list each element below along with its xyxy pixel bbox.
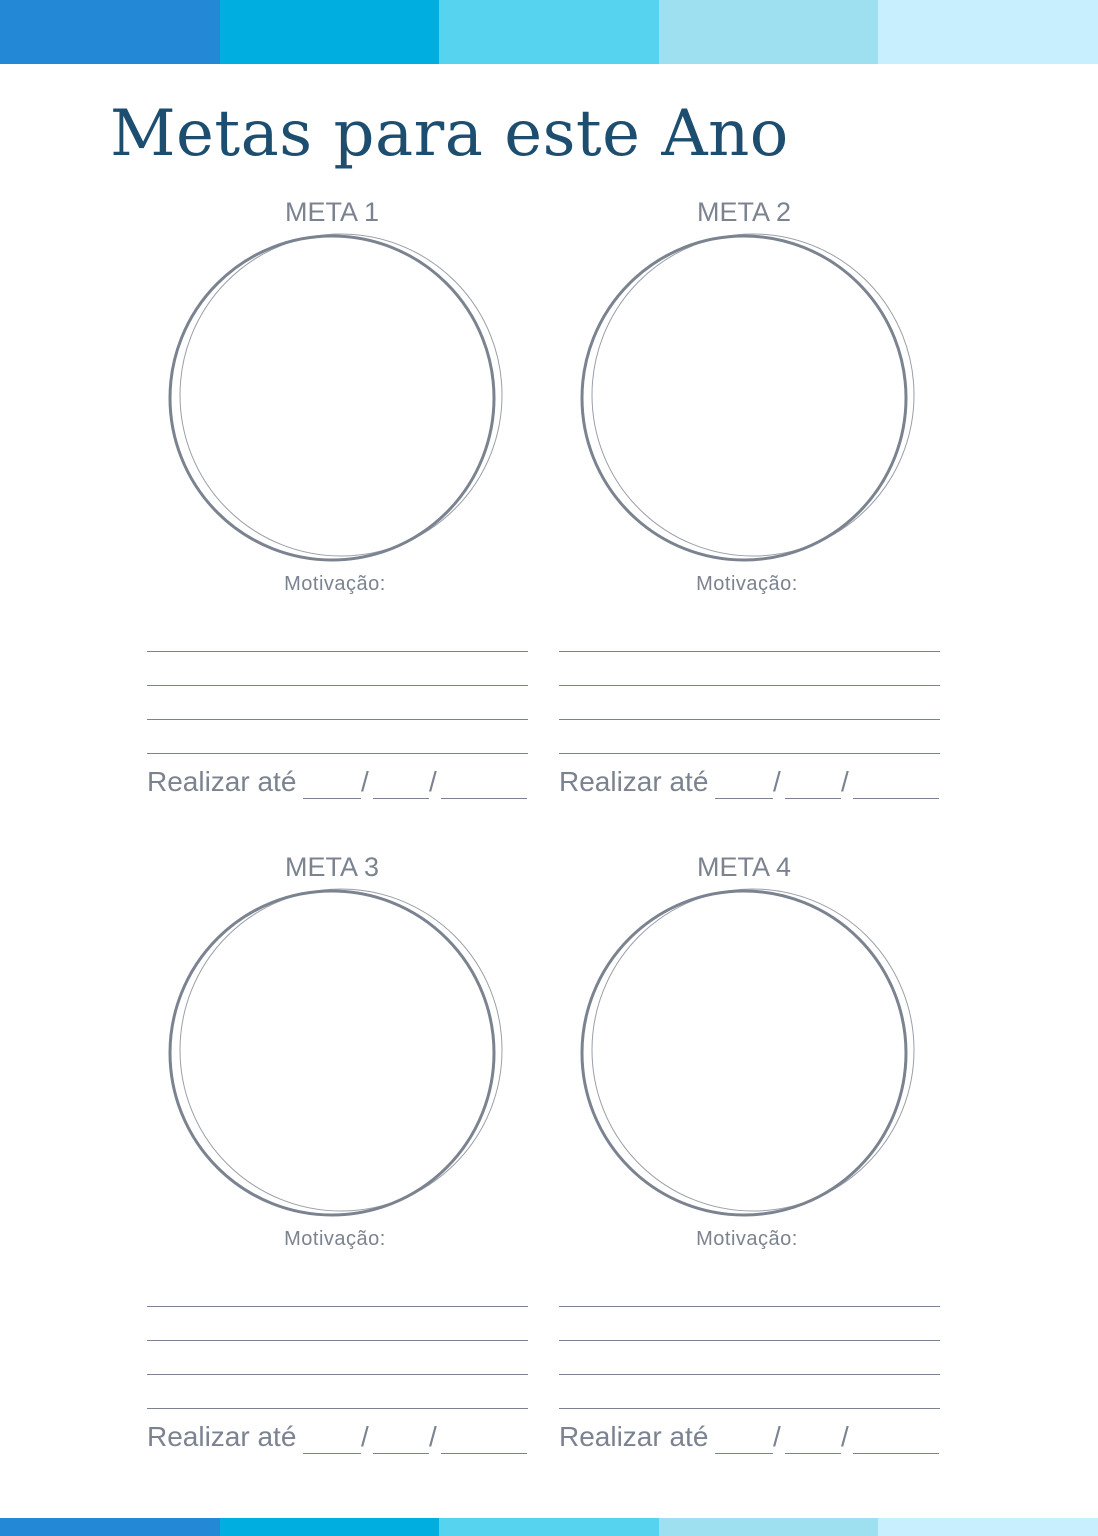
circle-main-outline [582, 236, 906, 560]
goal-heading: META 3 [284, 852, 380, 882]
deadline-label: Realizar até [147, 1421, 297, 1452]
date-separator: / [841, 1421, 849, 1452]
motivation-line-2[interactable] [559, 1340, 940, 1341]
motivation-label: Motivação: [284, 573, 386, 595]
stripe-1 [0, 1518, 220, 1536]
deadline-year-blank[interactable] [441, 1453, 527, 1454]
motivation-line-1[interactable] [559, 1306, 940, 1307]
circle-sketch-outline [592, 889, 914, 1211]
goal-heading: META 4 [696, 852, 792, 882]
circle-sketch-outline [180, 234, 502, 556]
motivation-line-4[interactable] [147, 753, 528, 754]
circle-main-outline [170, 891, 494, 1215]
deadline-label: Realizar até [147, 766, 297, 797]
stripe-1 [0, 0, 220, 64]
motivation-line-2[interactable] [559, 685, 940, 686]
stripe-3 [439, 0, 659, 64]
goal-circle[interactable] [577, 232, 922, 566]
deadline-month-blank[interactable] [785, 1453, 841, 1454]
circle-main-outline [582, 891, 906, 1215]
date-separator: / [773, 766, 781, 797]
motivation-label: Motivação: [696, 573, 798, 595]
deadline-field [147, 764, 532, 804]
motivation-label: Motivação: [284, 1228, 386, 1250]
circle-sketch-outline [180, 889, 502, 1211]
goal-circle[interactable] [577, 887, 922, 1221]
motivation-line-2[interactable] [147, 685, 528, 686]
motivation-line-1[interactable] [147, 651, 528, 652]
deadline-month-blank[interactable] [373, 1453, 429, 1454]
motivation-line-3[interactable] [147, 719, 528, 720]
stripe-5 [878, 0, 1098, 64]
stripe-2 [220, 0, 440, 64]
stripe-4 [659, 0, 879, 64]
motivation-line-3[interactable] [559, 1374, 940, 1375]
date-separator: / [429, 1421, 437, 1452]
stripe-3 [439, 1518, 659, 1536]
date-separator: / [361, 766, 369, 797]
deadline-month-blank[interactable] [785, 798, 841, 799]
stripe-4 [659, 1518, 879, 1536]
circle-sketch-outline [592, 234, 914, 556]
motivation-line-3[interactable] [559, 719, 940, 720]
page-title: Metas para este Ano [110, 97, 789, 171]
deadline-year-blank[interactable] [853, 1453, 939, 1454]
goal-heading: META 1 [284, 197, 380, 227]
deadline-field [559, 764, 944, 804]
deadline-year-blank[interactable] [441, 798, 527, 799]
deadline-field [559, 1419, 944, 1459]
top-color-bar [0, 0, 1098, 64]
motivation-line-1[interactable] [559, 651, 940, 652]
date-separator: / [429, 766, 437, 797]
deadline-label: Realizar até [559, 1421, 709, 1452]
goal-2 [559, 196, 944, 806]
motivation-line-4[interactable] [147, 1408, 528, 1409]
deadline-day-blank[interactable] [715, 798, 773, 799]
date-separator: / [841, 766, 849, 797]
deadline-day-blank[interactable] [303, 1453, 361, 1454]
goal-circle[interactable] [165, 887, 510, 1221]
motivation-line-1[interactable] [147, 1306, 528, 1307]
deadline-field [147, 1419, 532, 1459]
date-separator: / [361, 1421, 369, 1452]
goal-1 [147, 196, 532, 806]
bottom-color-bar [0, 1518, 1098, 1536]
stripe-2 [220, 1518, 440, 1536]
goal-3 [147, 851, 532, 1461]
circle-main-outline [170, 236, 494, 560]
goal-circle[interactable] [165, 232, 510, 566]
deadline-day-blank[interactable] [303, 798, 361, 799]
goal-heading: META 2 [696, 197, 792, 227]
motivation-line-2[interactable] [147, 1340, 528, 1341]
motivation-line-3[interactable] [147, 1374, 528, 1375]
deadline-day-blank[interactable] [715, 1453, 773, 1454]
date-separator: / [773, 1421, 781, 1452]
motivation-line-4[interactable] [559, 1408, 940, 1409]
deadline-year-blank[interactable] [853, 798, 939, 799]
goal-4 [559, 851, 944, 1461]
stripe-5 [878, 1518, 1098, 1536]
motivation-line-4[interactable] [559, 753, 940, 754]
deadline-label: Realizar até [559, 766, 709, 797]
motivation-label: Motivação: [696, 1228, 798, 1250]
deadline-month-blank[interactable] [373, 798, 429, 799]
